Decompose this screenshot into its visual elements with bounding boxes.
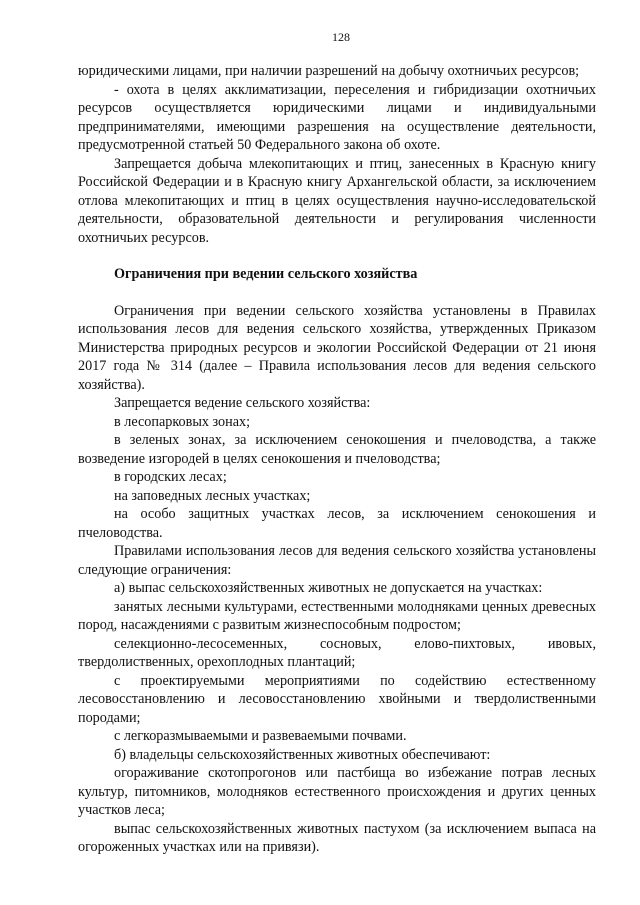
text-block-after bbox=[78, 302, 596, 857]
list-item: в зеленых зонах, за исключением сенокошения и пчеловодства, а также возведение изгородей в целях сенокошения и пчеловодства; bbox=[78, 432, 596, 467]
list-item: выпас сельскохозяйственных животных пастухом (за исключением выпаса на огороженных участках или на привязи). bbox=[78, 820, 596, 855]
paragraph: юридическими лицами, при наличии разрешений на добычу охотничьих ресурсов; bbox=[78, 63, 580, 79]
list-item: в городских лесах; bbox=[114, 469, 227, 485]
list-item: с легкоразмываемыми и развеваемыми почвами. bbox=[114, 728, 407, 744]
list-item: с проектируемыми мероприятиями по содействию естественному лесовосстановлению и лесовосстановлению хвойными и твердолиственными породами; bbox=[78, 672, 596, 726]
list-item: занятых лесными культурами, естественными молодняками ценных древесных пород, насаждениями с развитым жизнеспособным подростом; bbox=[78, 598, 596, 633]
list-item: в лесопарковых зонах; bbox=[114, 413, 251, 430]
page-number: 128 bbox=[332, 30, 350, 44]
paragraph: Ограничения при ведении сельского хозяйства установлены в Правилах использования лесов для ведения сельского хозяйства, утвержденных Приказом Министерства природных ресурсов и экологии Российской Федерации от 21 июня 2017 года № 314 (далее – Правила использования лесов для ведения сельского хозяйства). bbox=[78, 302, 596, 393]
paragraph: Правилами использования лесов для ведения сельского хозяйства установлены следующие ограничения: bbox=[78, 543, 596, 578]
paragraph: - охота в целях акклиматизации, переселения и гибридизации охотничьих ресурсов осуществляется юридическими лицами и индивидуальными предпринимателями, имеющими разрешения на осуществление деятельности, предусмотренной статьей 50 Федерального закона об охоте. bbox=[78, 81, 596, 153]
text-block-before bbox=[78, 62, 596, 247]
paragraph: а) выпас сельскохозяйственных животных не допускается на участках: bbox=[114, 580, 543, 596]
paragraph: Запрещается ведение сельского хозяйства: bbox=[114, 395, 371, 411]
section-heading: Ограничения при ведении сельского хозяйства bbox=[114, 266, 418, 282]
list-item: на особо защитных участках лесов, за исключением сенокошения и пчеловодства. bbox=[78, 506, 596, 541]
list-item: селекционно-лесосеменных, сосновых, елово-пихтовых, ивовых, твердолиственных, орехоплодных плантаций; bbox=[78, 635, 596, 670]
paragraph: Запрещается добыча млекопитающих и птиц, занесенных в Красную книгу Российской Федерации и в Красную книгу Архангельской области, за исключением отлова млекопитающих и птиц в целях осуществления научно-исследовательской деятельности, образовательной деятельности и регулирования численности охотничьих ресурсов. bbox=[78, 155, 596, 246]
list-item: на заповедных лесных участках; bbox=[114, 487, 311, 504]
paragraph: б) владельцы сельскохозяйственных животных обеспечивают: bbox=[114, 746, 491, 763]
list-item: огораживание скотопрогонов или пастбища во избежание потрав лесных культур, питомников, молодняков естественного происхождения и других ценных участков леса; bbox=[78, 765, 596, 818]
